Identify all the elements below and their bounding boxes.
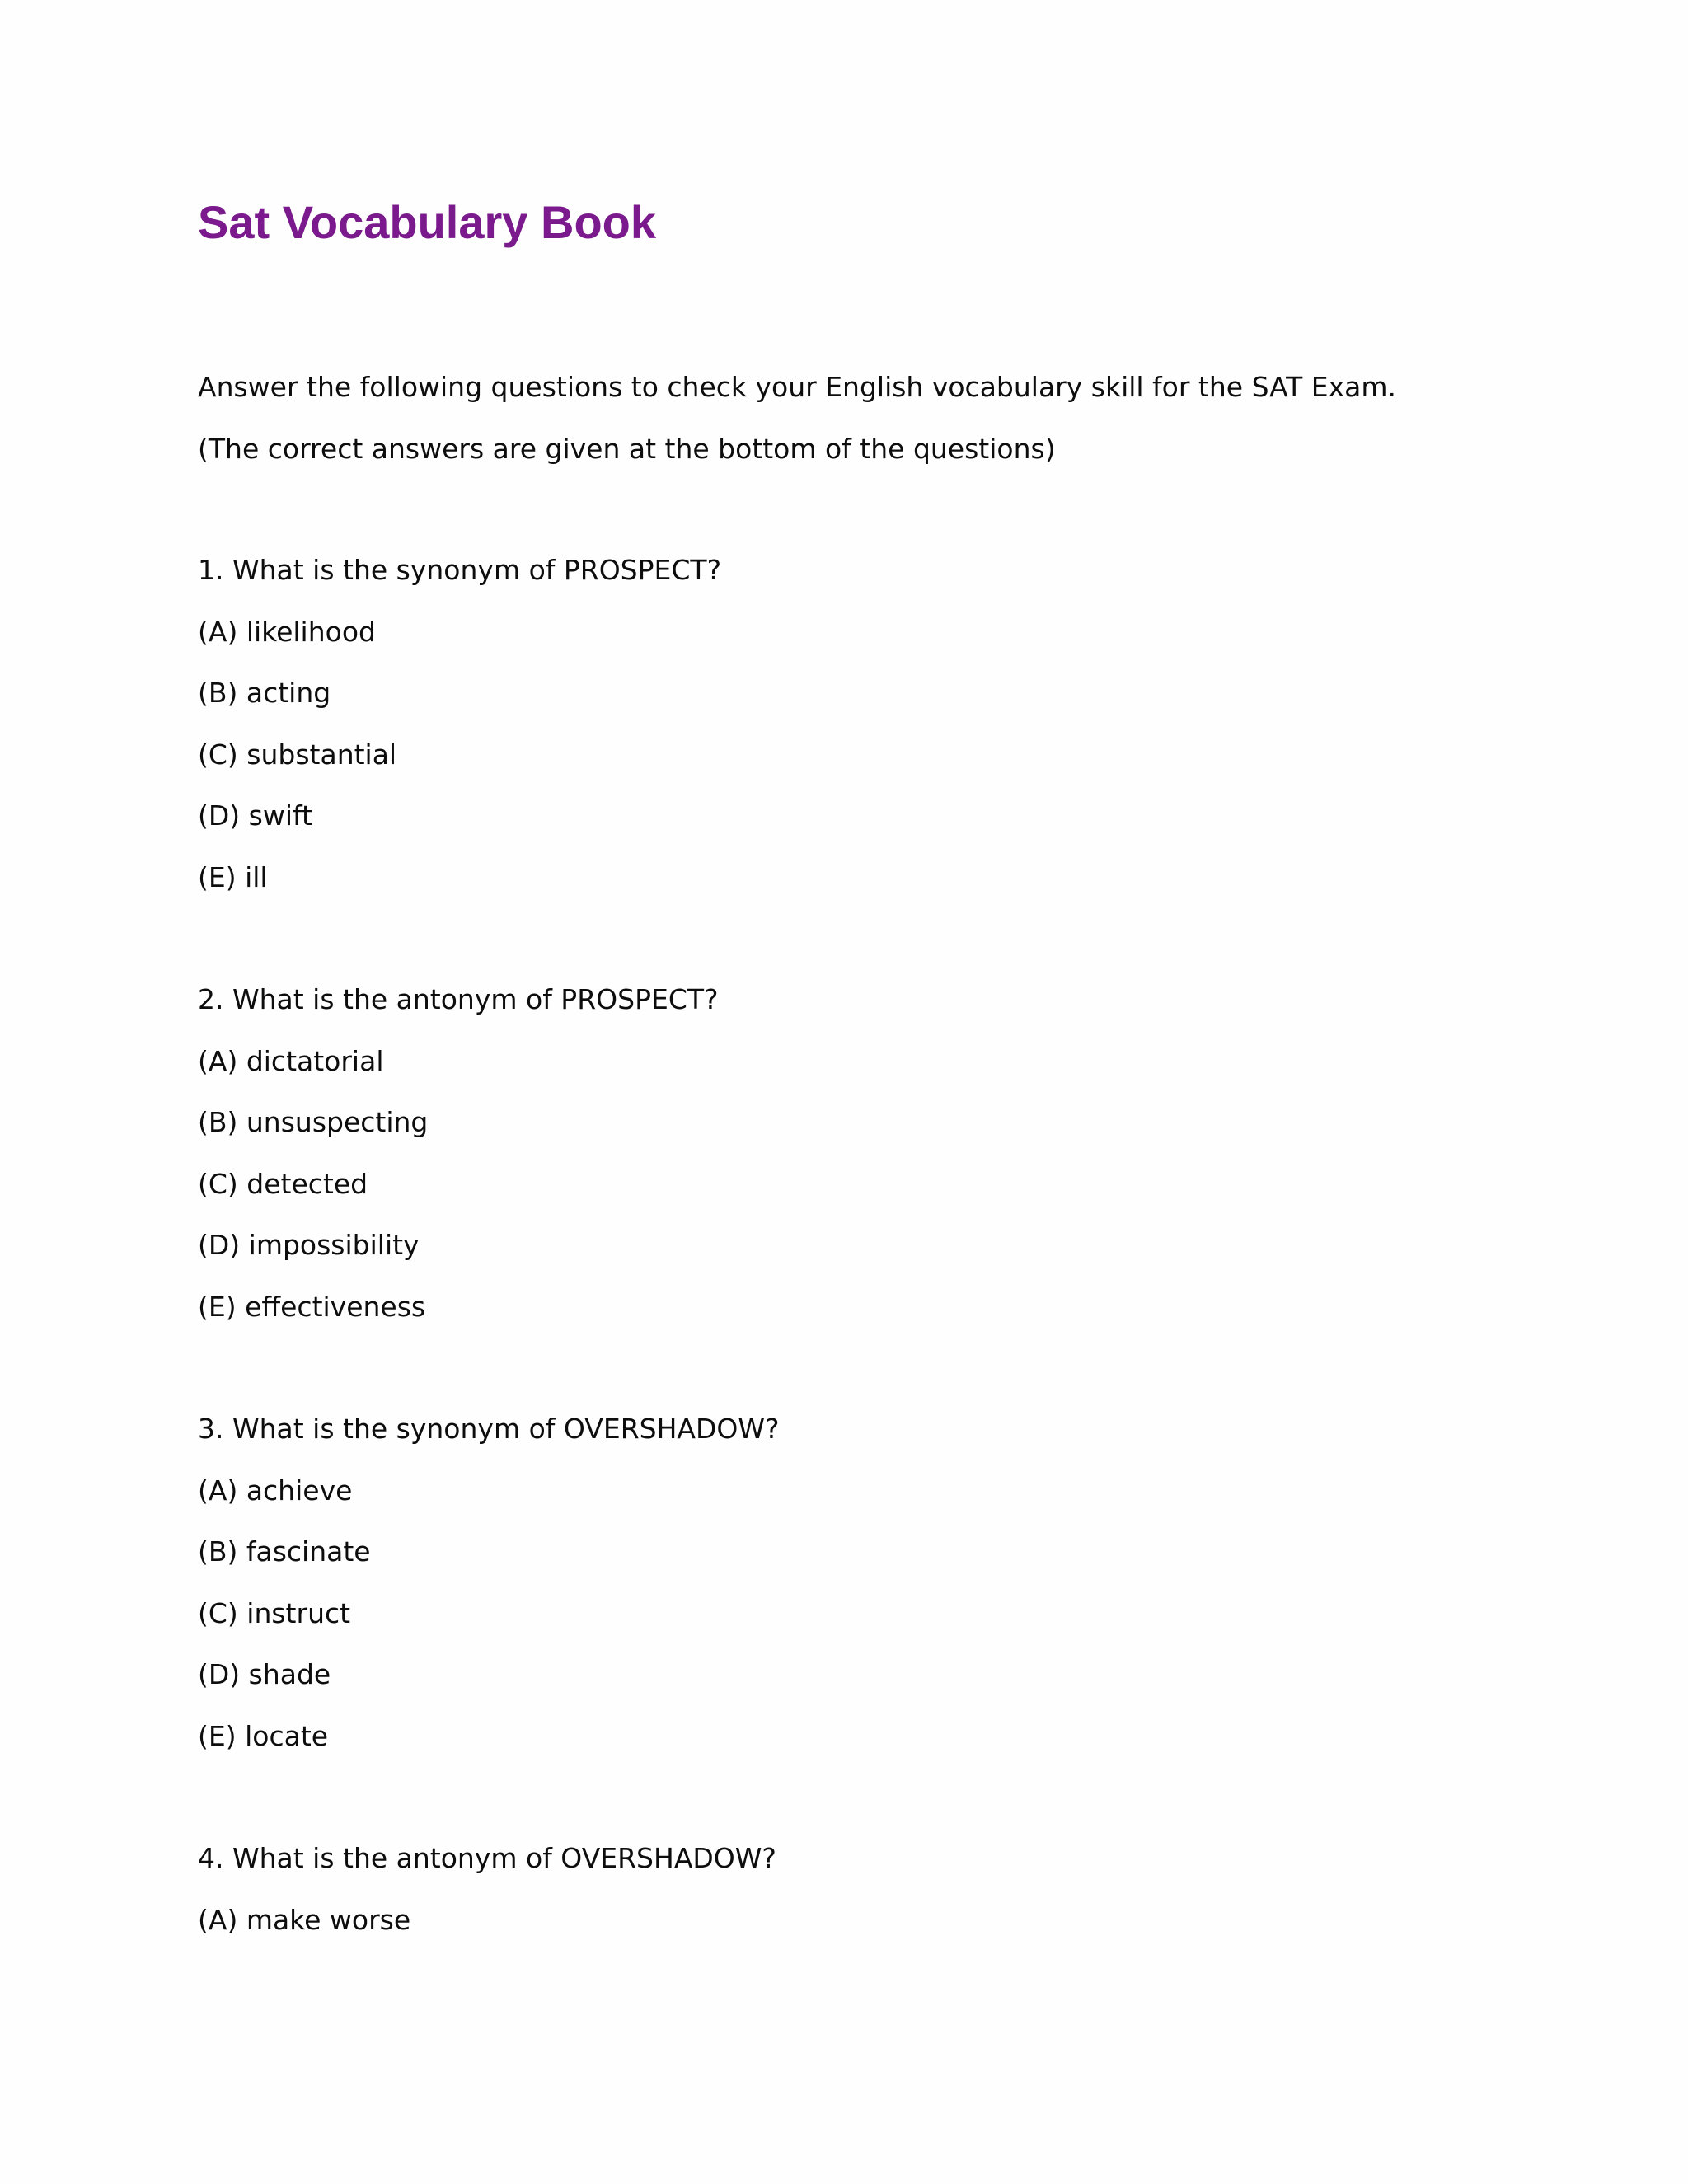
question-3-option-e: (E) locate (198, 1720, 329, 1752)
question-2-option-c: (C) detected (198, 1168, 368, 1200)
question-1-option-d: (D) swift (198, 799, 312, 832)
question-1-prompt: 1. What is the synonym of PROSPECT? (198, 554, 722, 586)
question-2-option-e: (E) effectiveness (198, 1291, 426, 1323)
question-2-option-b: (B) unsuspecting (198, 1106, 429, 1138)
question-3-option-b: (B) fascinate (198, 1535, 371, 1568)
question-1-option-a: (A) likelihood (198, 616, 376, 648)
question-3-option-d: (D) shade (198, 1658, 331, 1690)
question-2-prompt: 2. What is the antonym of PROSPECT? (198, 983, 719, 1015)
question-4-prompt: 4. What is the antonym of OVERSHADOW? (198, 1842, 776, 1874)
question-3-prompt: 3. What is the synonym of OVERSHADOW? (198, 1413, 780, 1445)
question-2-option-a: (A) dictatorial (198, 1045, 384, 1077)
question-2-option-d: (D) impossibility (198, 1229, 420, 1261)
question-3-option-c: (C) instruct (198, 1597, 351, 1629)
question-3-option-a: (A) achieve (198, 1474, 353, 1507)
document-title: Sat Vocabulary Book (198, 196, 657, 248)
question-1-option-b: (B) acting (198, 677, 331, 709)
question-1-option-e: (E) ill (198, 861, 268, 893)
question-1-option-c: (C) substantial (198, 738, 397, 771)
question-4-option-a: (A) make worse (198, 1904, 411, 1936)
intro-text: Answer the following questions to check your English vocabulary skill for the SAT Exam. (198, 371, 1397, 403)
answers-note: (The correct answers are given at the bottom of the questions) (198, 433, 1056, 465)
